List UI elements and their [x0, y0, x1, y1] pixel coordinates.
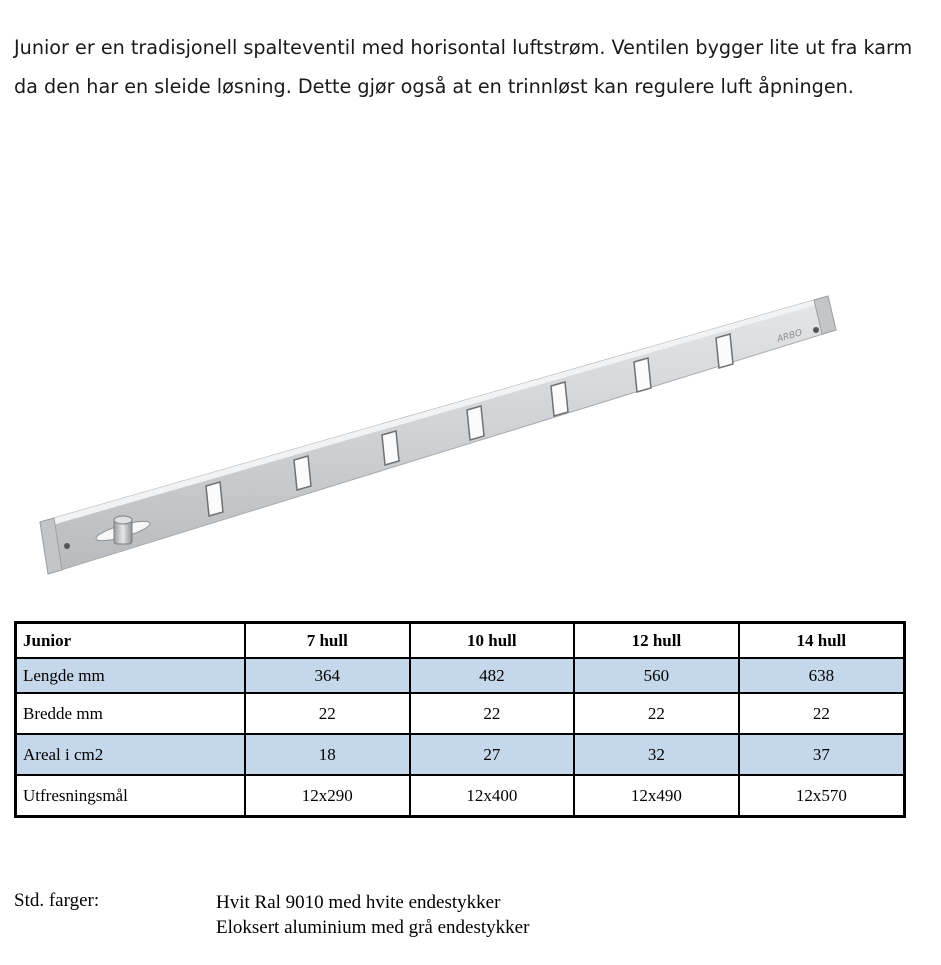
table-header-cell: 10 hull — [410, 623, 575, 659]
table-cell: 22 — [574, 693, 739, 734]
color-option: Hvit Ral 9010 med hvite endestykker — [216, 892, 501, 913]
color-option: Eloksert aluminium med grå endestykker — [216, 917, 530, 938]
vent-bar-top-edge — [40, 296, 830, 528]
intro-text — [14, 28, 934, 106]
row-label: Areal i cm2 — [16, 734, 246, 775]
table-cell: 22 — [739, 693, 905, 734]
table-cell: 22 — [245, 693, 410, 734]
table-cell: 638 — [739, 658, 905, 693]
table-cell: 12x290 — [245, 775, 410, 817]
vent-opening — [716, 334, 733, 368]
table-cell: 12x570 — [739, 775, 905, 817]
table-cell: 37 — [739, 734, 905, 775]
vent-opening — [634, 358, 651, 392]
table-header-row — [16, 623, 905, 659]
screw-hole-left — [64, 543, 70, 549]
table-cell: 27 — [410, 734, 575, 775]
table-cell: 364 — [245, 658, 410, 693]
table-row — [16, 734, 905, 775]
table-cell: 12x400 — [410, 775, 575, 817]
table-cell: 560 — [574, 658, 739, 693]
vent-opening — [551, 382, 568, 416]
row-label: Bredde mm — [16, 693, 246, 734]
table-header-cell: 14 hull — [739, 623, 905, 659]
vent-opening — [382, 431, 399, 465]
table-cell: 482 — [410, 658, 575, 693]
colors-list — [216, 890, 529, 940]
colors-label: Std. farger: — [14, 890, 100, 911]
table-row — [16, 693, 905, 734]
table-cell: 32 — [574, 734, 739, 775]
spec-table — [14, 621, 906, 818]
vent-opening — [467, 406, 484, 440]
table-row — [16, 658, 905, 693]
table-header-cell: Junior — [16, 623, 246, 659]
engraved-logo: ARBO — [776, 328, 804, 345]
table-header-cell: 12 hull — [574, 623, 739, 659]
vent-product-image — [30, 290, 850, 590]
row-label: Utfresningsmål — [16, 775, 246, 817]
vent-opening — [206, 482, 223, 516]
row-label: Lengde mm — [16, 658, 246, 693]
table-row — [16, 775, 905, 817]
screw-hole-right — [813, 327, 819, 333]
intro-line-2: da den har en sleide løsning. Dette gjør også at en trinnløst kan regulere luft åpningen. — [14, 75, 854, 98]
table-cell: 22 — [410, 693, 575, 734]
vent-opening — [294, 456, 311, 490]
table-cell: 12x490 — [574, 775, 739, 817]
intro-line-1: Junior er en tradisjonell spalteventil med horisontal luftstrøm. Ventilen bygger lite ut fra karm — [14, 36, 913, 59]
table-header-cell: 7 hull — [245, 623, 410, 659]
table-cell: 18 — [245, 734, 410, 775]
